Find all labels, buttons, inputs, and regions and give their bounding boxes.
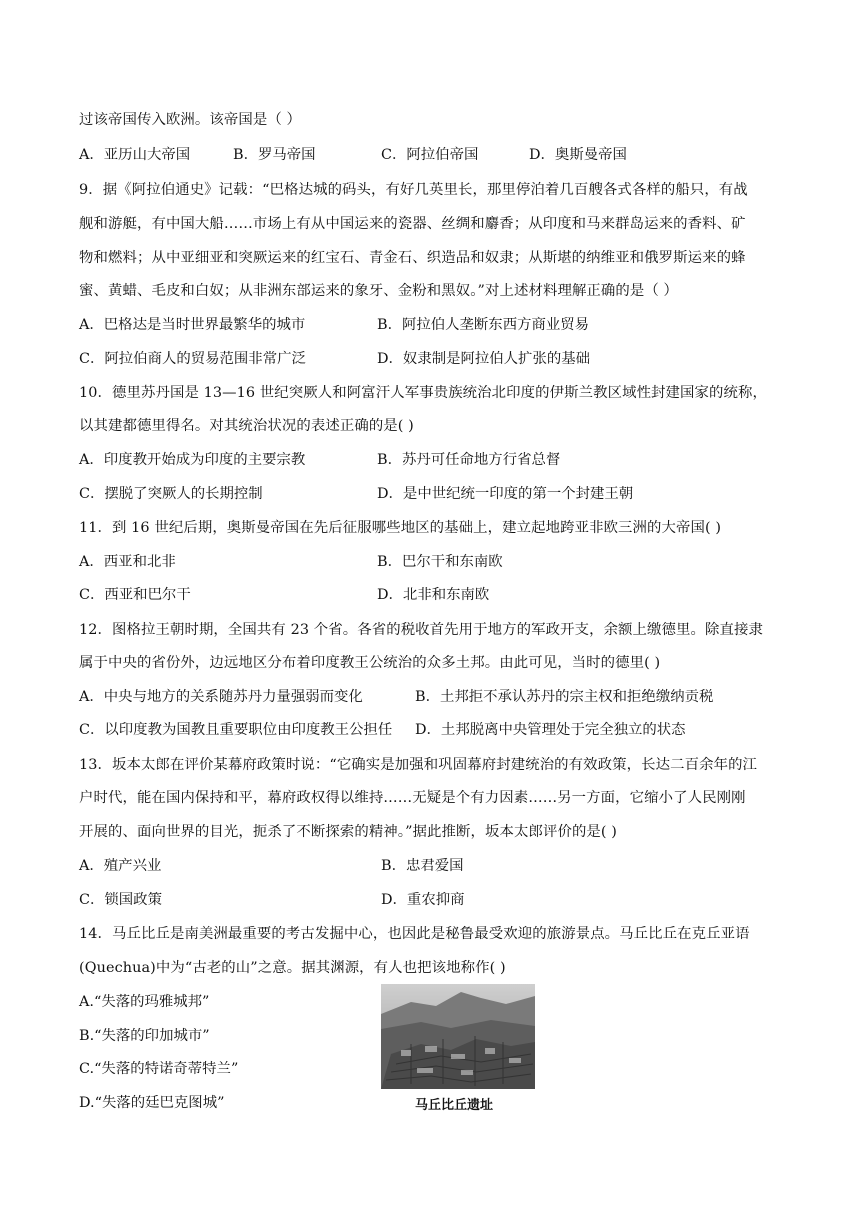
ruins-image bbox=[381, 984, 535, 1089]
q13-option-d: D．重农抑商 bbox=[381, 892, 465, 908]
q11-option-a: A．西亚和北非 bbox=[79, 554, 176, 570]
q10-option-a: A．印度教开始成为印度的主要宗教 bbox=[79, 452, 306, 468]
q14-option-a: A.“失落的玛雅城邦” bbox=[79, 994, 210, 1010]
q8-option-a: A．亚历山大帝国 bbox=[79, 147, 191, 163]
q10-stem-line-2: 以其建都德里得名。对其统治状况的表述正确的是( ) bbox=[79, 418, 414, 434]
machu-picchu-photo bbox=[381, 984, 535, 1089]
q13-option-b: B．忠君爱国 bbox=[381, 858, 464, 874]
q11-option-b: B．巴尔干和东南欧 bbox=[377, 554, 503, 570]
q9-stem-line-3: 物和燃料；从中亚细亚和突厥运来的红宝石、青金石、织造品和奴隶；从斯堪的纳维亚和俄罗斯运来的蜂 bbox=[79, 250, 746, 266]
q12-option-a: A．中央与地方的关系随苏丹力量强弱而变化 bbox=[79, 689, 363, 705]
q13-stem-line-2: 户时代，能在国内保持和平，幕府政权得以维持……无疑是个有力因素……另一方面，它缩小了人民刚刚 bbox=[79, 790, 746, 806]
q12-option-d: D．土邦脱离中央管理处于完全独立的状态 bbox=[415, 722, 686, 738]
q14-option-d: D.“失落的廷巴克图城” bbox=[79, 1095, 225, 1111]
q14-stem-line-1: 14．马丘比丘是南美洲最重要的考古发掘中心，也因此是秘鲁最受欢迎的旅游景点。马丘比丘在克丘亚语 bbox=[79, 926, 750, 942]
q14-option-b: B.“失落的印加城市” bbox=[79, 1028, 210, 1044]
q10-option-b: B．苏丹可任命地方行省总督 bbox=[377, 452, 561, 468]
q9-stem-line-4: 蜜、黄蜡、毛皮和白奴；从非洲东部运来的象牙、金粉和黑奴。”对上述材料理解正确的是（ ） bbox=[79, 283, 679, 299]
q9-option-c: C．阿拉伯商人的贸易范围非常广泛 bbox=[79, 351, 306, 367]
q12-option-b: B．土邦拒不承认苏丹的宗主权和拒绝缴纳贡税 bbox=[415, 689, 714, 705]
q8-option-c: C．阿拉伯帝国 bbox=[381, 147, 479, 163]
q11-stem-line-1: 11．到 16 世纪后期，奥斯曼帝国在先后征服哪些地区的基础上，建立起地跨亚非欧三洲的大帝国( ) bbox=[79, 520, 722, 536]
q13-option-c: C．锁国政策 bbox=[79, 892, 162, 908]
q14-option-c: C.“失落的特诺奇蒂特兰” bbox=[79, 1061, 239, 1077]
q9-stem-line-1: 9．据《阿拉伯通史》记载：“巴格达城的码头，有好几英里长，那里停泊着几百艘各式各样的船只，有战 bbox=[79, 182, 748, 198]
q10-stem-line-1: 10．德里苏丹国是 13—16 世纪突厥人和阿富汗人军事贵族统治北印度的伊斯兰教区域性封建国家的统称， bbox=[79, 385, 767, 401]
q13-option-a: A．殖产兴业 bbox=[79, 858, 162, 874]
q11-option-d: D．北非和东南欧 bbox=[377, 587, 490, 603]
q9-option-b: B．阿拉伯人垄断东西方商业贸易 bbox=[377, 317, 590, 333]
q13-stem-line-3: 开展的、面向世界的目光，扼杀了不断探索的精神。”据此推断，坂本太郎评价的是( ) bbox=[79, 824, 618, 840]
q10-option-c: C．摆脱了突厥人的长期控制 bbox=[79, 486, 263, 502]
q9-stem-line-2: 舰和游艇，有中国大船……市场上有从中国运来的瓷器、丝绸和麝香；从印度和马来群岛运来的香料、矿 bbox=[79, 216, 746, 232]
q9-option-d: D．奴隶制是阿拉伯人扩张的基础 bbox=[377, 351, 591, 367]
q8-option-d: D．奥斯曼帝国 bbox=[529, 147, 627, 163]
q8-stem-end: 过该帝国传入欧洲。该帝国是（ ） bbox=[79, 112, 302, 128]
q10-option-d: D．是中世纪统一印度的第一个封建王朝 bbox=[377, 486, 634, 502]
q14-stem-line-2: (Quechua)中为“古老的山”之意。据其渊源，有人也把该地称作( ) bbox=[79, 960, 506, 976]
q11-option-c: C．西亚和巴尔干 bbox=[79, 587, 191, 603]
q13-stem-line-1: 13．坂本太郎在评价某幕府政策时说：“它确实是加强和巩固幕府封建统治的有效政策，长达二百余年的江 bbox=[79, 757, 758, 773]
photo-caption: 马丘比丘遗址 bbox=[415, 1098, 494, 1113]
q12-option-c: C．以印度教为国教且重要职位由印度教王公担任 bbox=[79, 722, 393, 738]
q12-stem-line-2: 属于中央的省份外，边远地区分布着印度教王公统治的众多土邦。由此可见，当时的德里( ) bbox=[79, 655, 661, 671]
q12-stem-line-1: 12．图格拉王朝时期，全国共有 23 个省。各省的税收首先用于地方的军政开支，余额上缴德里。除直接隶 bbox=[79, 622, 763, 638]
q9-option-a: A．巴格达是当时世界最繁华的城市 bbox=[79, 317, 306, 333]
q8-option-b: B．罗马帝国 bbox=[233, 147, 316, 163]
